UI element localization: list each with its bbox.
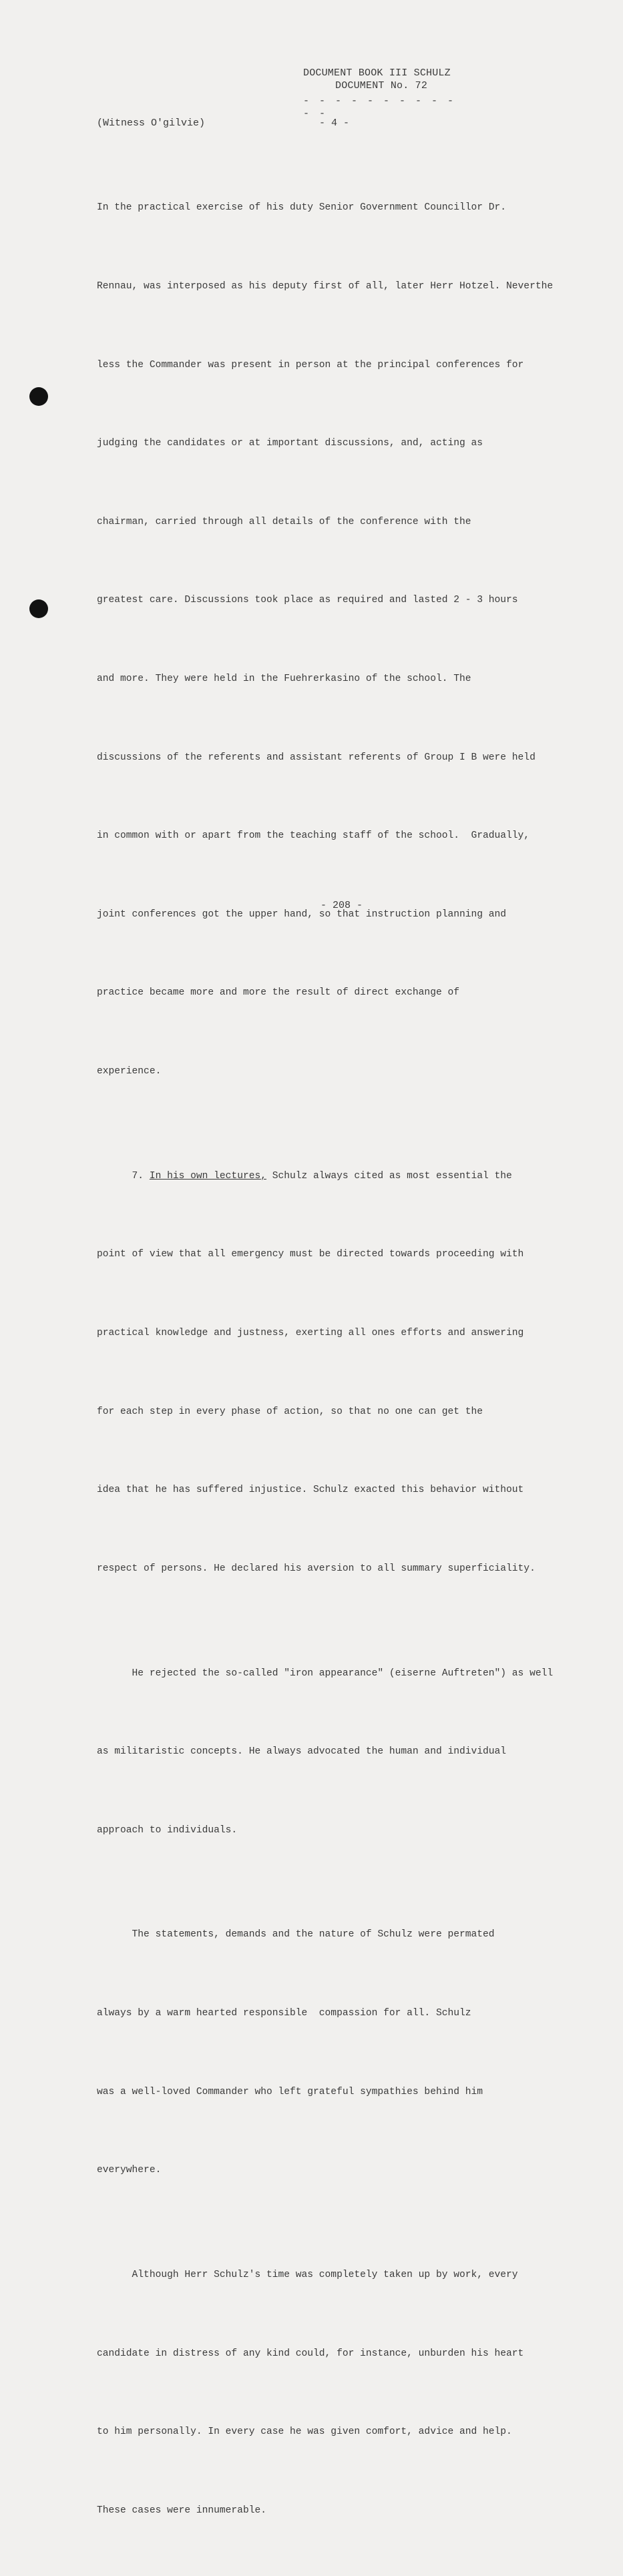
text-line: judging the candidates or at important discussions, and, acting as: [97, 438, 483, 449]
text-line: as militaristic concepts. He always advocated the human and individual: [97, 1746, 507, 1758]
header-document-number: DOCUMENT No. 72: [335, 80, 428, 91]
text-line: joint conferences got the upper hand, so that instruction planning and: [97, 909, 507, 920]
text-line: greatest care. Discussions took place as required and lasted 2 - 3 hours: [97, 595, 518, 606]
body-text: [97, 143, 604, 2576]
text-line-content: Although Herr Schulz's time was completely taken up by work, every: [132, 2270, 518, 2281]
section-first-line: Schulz always cited as most essential the: [266, 1170, 512, 1182]
text-line: approach to individuals.: [97, 1824, 238, 1836]
page-marker: - 4 -: [319, 117, 350, 129]
text-line: candidate in distress of any kind could, for instance, unburden his heart: [97, 2348, 524, 2359]
text-line: always by a warm hearted responsible compassion for all. Schulz: [97, 2008, 471, 2019]
text-line: less the Commander was present in person at the principal conferences for: [97, 359, 524, 370]
header-book-title: DOCUMENT BOOK III SCHULZ: [303, 67, 451, 79]
text-line: respect of persons. He declared his aversion to all summary superficiality.: [97, 1563, 536, 1574]
header-divider: - - - - - - - - - - - -: [303, 95, 456, 119]
page-number: - 208 -: [321, 900, 363, 911]
text-line: point of view that all emergency must be directed towards proceeding with: [97, 1249, 524, 1260]
text-line: Rennau, was interposed as his deputy first of all, later Herr Hotzel. Neverthe: [97, 281, 554, 292]
text-line: [97, 1922, 604, 1948]
text-line: idea that he has suffered injustice. Schulz exacted this behavior without: [97, 1485, 524, 1496]
document-header: [303, 67, 470, 120]
text-line: practice became more and more the result of direct exchange of: [97, 987, 459, 999]
witness-label: (Witness O'gilvie): [97, 117, 206, 129]
text-line: to him personally. In every case he was given comfort, advice and help.: [97, 2426, 512, 2438]
section-heading: In his own lectures,: [149, 1170, 266, 1182]
section-number: 7.: [132, 1170, 150, 1182]
text-line: In the practical exercise of his duty Senior Government Councillor Dr.: [97, 202, 507, 214]
witness-row: [97, 117, 511, 129]
text-line: practical knowledge and justness, exerting all ones efforts and answering: [97, 1327, 524, 1338]
text-line: and more. They were held in the Fuehrerkasino of the school. The: [97, 673, 471, 684]
text-line-content: He rejected the so-called "iron appearance" (eiserne Auftreten") as well: [132, 1667, 554, 1679]
text-line: [97, 2262, 604, 2288]
text-line: discussions of the referents and assistant referents of Group I B were held: [97, 752, 536, 763]
text-line: was a well-loved Commander who left grateful sympathies behind him: [97, 2086, 483, 2097]
text-line: in common with or apart from the teaching staff of the school. Gradually,: [97, 830, 530, 842]
text-line-content: The statements, demands and the nature of Schulz were permated: [132, 1929, 495, 1941]
text-line: for each step in every phase of action, so that no one can get the: [97, 1406, 483, 1417]
text-line: [97, 1661, 604, 1687]
text-line: experience.: [97, 1065, 162, 1077]
punch-hole: [29, 387, 48, 406]
text-line: chairman, carried through all details of the conference with the: [97, 516, 471, 527]
text-line: everywhere.: [97, 2165, 162, 2176]
text-line: These cases were innumerable.: [97, 2505, 266, 2516]
punch-hole: [29, 599, 48, 618]
text-line: [97, 1164, 604, 1190]
